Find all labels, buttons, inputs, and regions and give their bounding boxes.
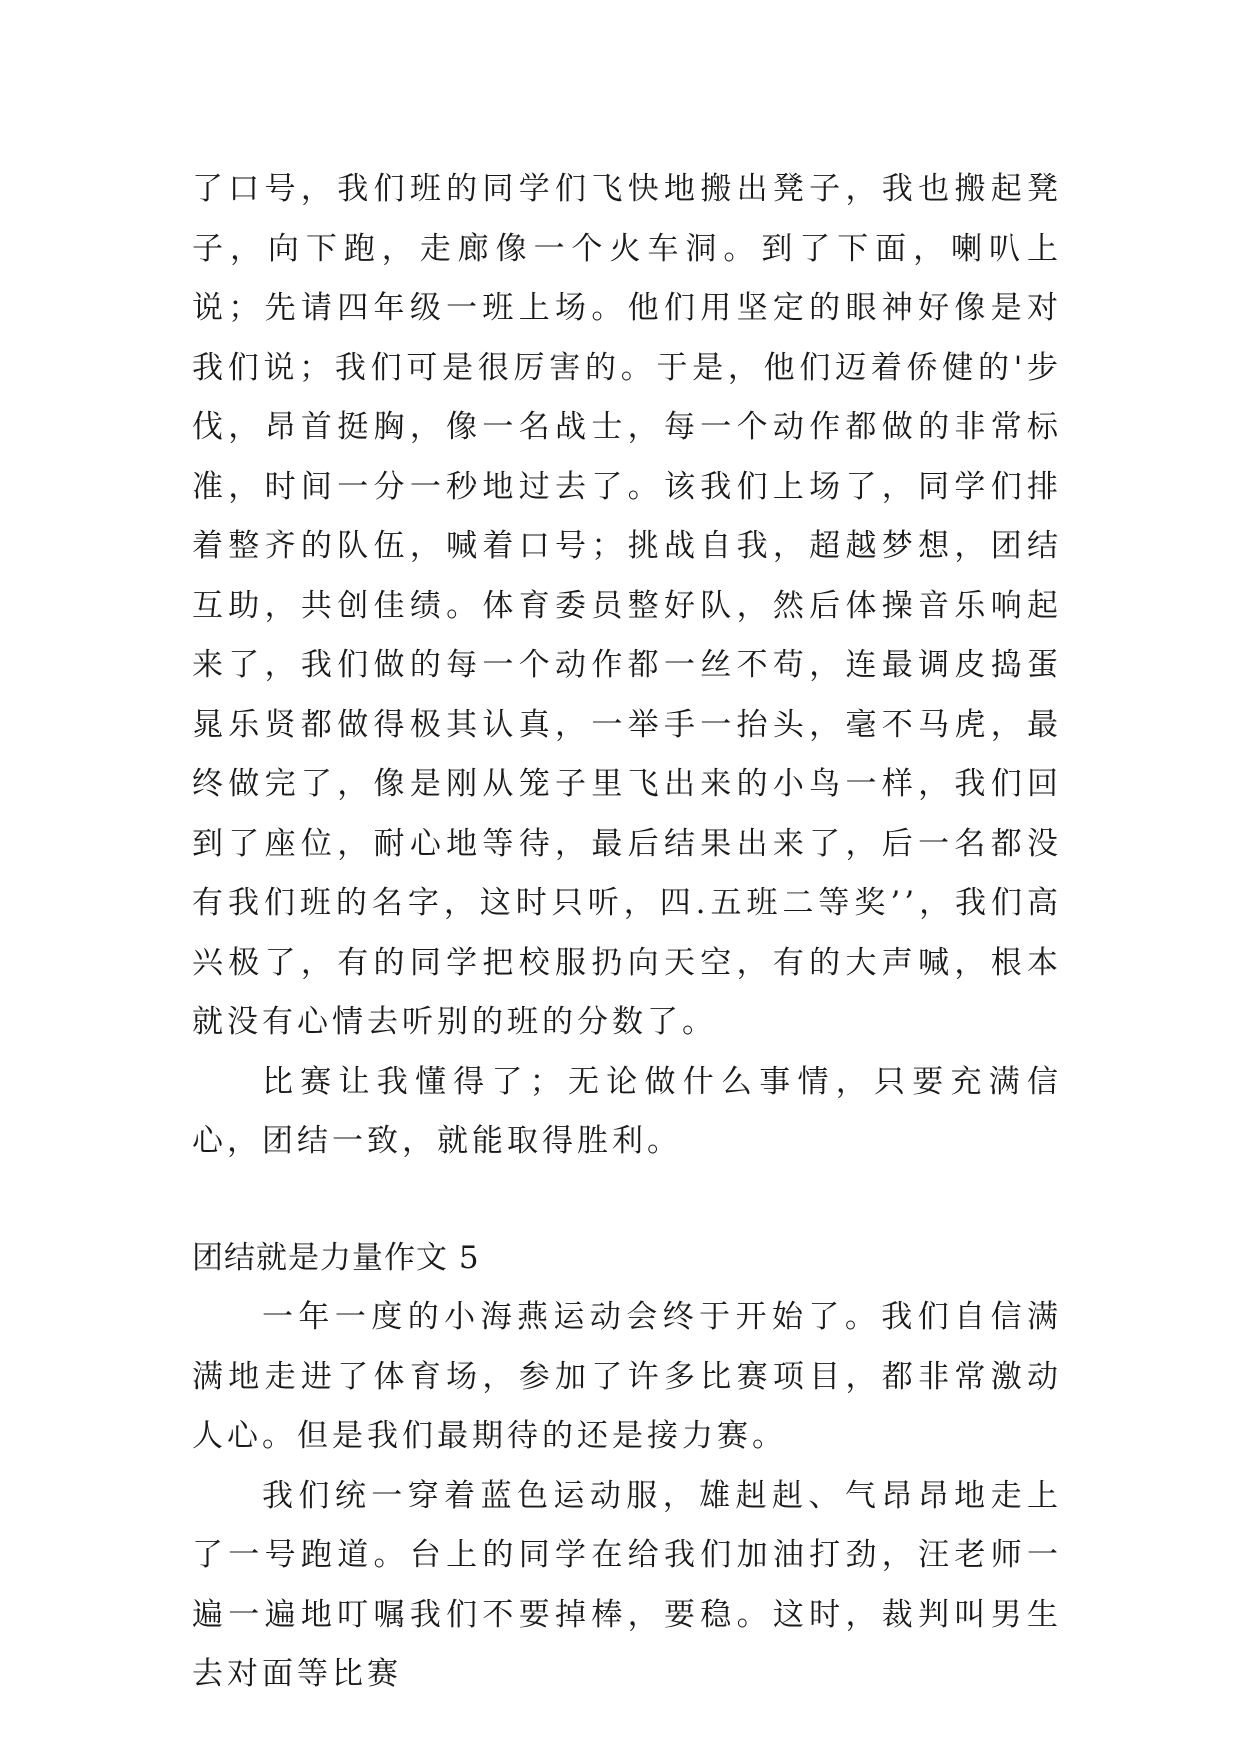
document-body xyxy=(192,160,1062,1705)
paragraph-4: 我们统一穿着蓝色运动服，雄赳赳、气昂昂地走上了一号跑道。台上的同学在给我们加油打劲，汪老师一遍一遍地叮嘱我们不要掉棒，要稳。这时，裁判叫男生去对面等比赛 xyxy=(192,1477,1062,1692)
paragraph-3: 一年一度的小海燕运动会终于开始了。我们自信满满地走进了体育场，参加了许多比赛项目，都非常激动人心。但是我们最期待的还是接力赛。 xyxy=(192,1299,1062,1454)
section-title: 团结就是力量作文 5 xyxy=(192,1239,480,1276)
paragraph-2: 比赛让我懂得了；无论做什么事情，只要充满信心，团结一致，就能取得胜利。 xyxy=(192,1063,1062,1159)
paragraph-1: 了口号，我们班的同学们飞快地搬出凳子，我也搬起凳子，向下跑，走廊像一个火车洞。到了下面，喇叭上说；先请四年级一班上场。他们用坚定的眼神好像是对我们说；我们可是很厉害的。于是，他们迈着侨健的'步伐，昂首挺胸，像一名战士，每一个动作都做的非常标准，时间一分一秒地过去了。该我们上场了，同学们排着整齐的队伍，喊着口号；挑战自我，超越梦想，团结互助，共创佳绩。体育委员整好队，然后体操音乐响起来了，我们做的每一个动作都一丝不苟，连最调皮捣蛋晁乐贤都做得极其认真，一举手一抬头，毫不马虎，最终做完了，像是刚从笼子里飞出来的小鸟一样，我们回到了座位，耐心地等待，最后结果出来了，后一名都没有我们班的名字，这时只听，四.五班二等奖’’，我们高兴极了，有的同学把校服扔向天空，有的大声喊，根本就没有心情去听别的班的分数了。 xyxy=(192,171,1062,1040)
